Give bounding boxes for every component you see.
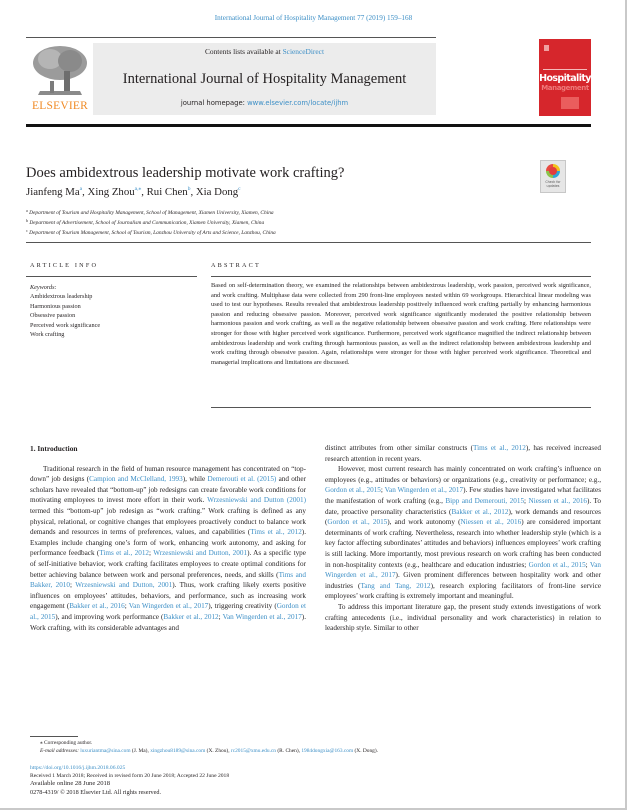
elsevier-logo[interactable] (26, 43, 94, 115)
homepage-label: journal homepage: (180, 99, 248, 107)
author-affiliation-mark[interactable]: a (79, 186, 83, 192)
affiliation-mark: a (26, 208, 28, 213)
author-affiliation-mark[interactable]: c (238, 186, 241, 192)
check-label-line: Check for (545, 180, 561, 184)
citation-link[interactable]: Van Wingerden et al., 2017 (222, 612, 302, 621)
corresponding-author-note: ⁎ Corresponding author. (40, 740, 93, 746)
paragraph-text: ; (149, 549, 154, 558)
email-owner: (R. Chen), (276, 748, 302, 755)
paragraph-text: ; (124, 602, 129, 611)
paragraph-text: To address this important literature gap, the present study extends investigations of work crafting antecedents (i.e., individual personality and work characteristics) in relation to leadership style. Similar to other (325, 602, 601, 633)
email-addresses (30, 747, 378, 755)
body-column-right (325, 443, 601, 634)
check-for-updates-button[interactable] (540, 160, 566, 193)
paragraph-text: ; (218, 612, 223, 621)
keyword: Perceived work significance (30, 321, 101, 329)
paragraph-text: ). Work crafting, with its considerable advantages and (30, 612, 306, 632)
elsevier-wordmark: ELSEVIER (32, 100, 88, 112)
paragraph-text: ), while (182, 475, 208, 484)
author-list: Jianfeng Ma$^a$, Xing Zhou$^{a,⁎}$, Rui Chen$^b$, Xia Dong$^c$ (26, 186, 241, 198)
paragraph-text: ). Few studies have investigated what facilitates the manifestation of work crafting (e.g., (325, 486, 601, 505)
affiliation-list (26, 207, 276, 237)
keyword-list (30, 283, 100, 339)
paragraph-text: ), has received increased research attention in recent years. (325, 444, 601, 463)
citation-link[interactable]: Bakker et al., 2012 (163, 612, 219, 621)
citation-link[interactable]: Niessen et al., 2016 (528, 496, 588, 505)
email-link[interactable]: xingzhou8189@sina.com (150, 748, 206, 755)
paragraph-text: ), work demands and resources ( (325, 507, 601, 527)
paragraph-text: ). To date, proactive personality characteristics ( (325, 496, 602, 516)
keyword: Ambidextrous leadership (30, 293, 93, 301)
section-heading: 1. Introduction (30, 444, 78, 453)
email-link[interactable]: rc2015@xmu.edu.cn (230, 748, 277, 755)
paragraph-text: and other scholars have revealed that “bottom-up” job redesigns can create favorable work conditions for motivating employees to invest more effort in their work. (30, 475, 307, 505)
citation-link[interactable]: Tims and Bakker, 2010 (30, 570, 306, 590)
paragraph-text: ). As a specific type of self-initiative behavior, work crafting facilitates employees to create optimal conditions for better achieving balance between work and personal preferences, needs, and skills ( (30, 549, 306, 579)
paragraph-text: ), triggering creativity ( (208, 602, 277, 611)
paragraph-text: ). Given prominent differences between hospitality work and other industries ( (325, 571, 601, 590)
author: Xing Zhou (87, 186, 135, 198)
cover-graphic (561, 97, 579, 109)
doi-link[interactable]: https://doi.org/10.1016/j.ijhm.2018.06.025 (30, 765, 126, 771)
body-paragraph (325, 464, 601, 602)
publication-info (30, 764, 229, 797)
article-info-heading: ARTICLE INFO (30, 262, 99, 269)
citation-link[interactable]: Niessen et al., 2016 (460, 518, 522, 527)
crossmark-icon (546, 164, 560, 178)
abstract-heading: ABSTRACT (211, 262, 261, 269)
citation-link[interactable]: Bakker et al., 2016 (69, 602, 125, 611)
paragraph-text: ), and improving work performance ( (55, 612, 164, 621)
citation-link[interactable]: Tims et al., 2012 (473, 444, 526, 452)
affiliation-text: Department of Tourism and Hospitality Management, School of Management, Xiamen University, Xiamen, China (29, 210, 274, 216)
header-divider (26, 124, 591, 127)
citation-link[interactable]: Tang and Tang, 2012 (360, 581, 431, 590)
email-owner: (X. Dong). (353, 748, 379, 755)
paragraph-text: ). Examples include changing one’s form of work, enhancing work autonomy, and asking for performance feedback ( (30, 528, 306, 558)
keyword: Harmonious passion (30, 302, 81, 310)
body-paragraph (30, 464, 306, 634)
cover-logo-icon (544, 45, 549, 51)
citation-link[interactable]: Bakker et al., 2012 (451, 507, 509, 516)
elsevier-tree-icon (30, 43, 90, 99)
citation-link[interactable]: Gordon et al., 2015 (325, 486, 381, 495)
citation-link[interactable]: Van Wingerden et al., 2017 (128, 602, 209, 611)
available-online: Available online 28 June 2018 (30, 780, 111, 787)
contents-line (93, 47, 436, 56)
affiliation-mark: c (26, 228, 28, 233)
citation-link[interactable]: Tims et al., 2012 (250, 528, 302, 537)
check-for-updates-label (541, 180, 565, 188)
running-head[interactable]: International Journal of Hospitality Management 77 (2019) 159–168 (214, 14, 413, 22)
paragraph-text: distinct attributes from other similar constructs ( (325, 444, 474, 452)
paragraph-text: ), and work autonomy ( (387, 518, 461, 527)
citation-link[interactable]: Van Wingerden et al., 2017 (384, 486, 464, 495)
keyword: Work crafting (30, 331, 65, 339)
sciencedirect-link[interactable]: ScienceDirect (282, 47, 325, 56)
affiliation (26, 207, 276, 217)
citation-link[interactable]: Gordon et al., 2015 (528, 560, 586, 569)
paragraph-text: ; (70, 581, 76, 590)
paragraph-text: However, most current research has mainly concentrated on work crafting’s influence on employees (e.g., attitudes or behaviors) or organizations (e.g., creativity or performance; e.g., (325, 465, 601, 484)
check-label-line: updates (546, 184, 560, 188)
citation-link[interactable]: Campion and McClelland, 1993 (89, 475, 183, 484)
paragraph-text: ; (380, 486, 385, 495)
body-paragraph (325, 443, 601, 464)
author: Jianfeng Ma (26, 186, 80, 198)
affiliation (26, 217, 276, 227)
citation-link[interactable]: Gordon et al., 2015 (327, 518, 388, 527)
paragraph-text: Traditional research in the field of human resource management has concentrated on “top-down” job designs ( (30, 464, 306, 484)
citation-link[interactable]: Demerouti et al. (2015) (207, 475, 277, 484)
citation-link[interactable]: Wrzesniewski and Dutton, 2001 (75, 581, 173, 590)
email-owner: (X. Zhou), (205, 748, 231, 755)
citation-link[interactable]: Wrzesniewski and Dutton, 2001 (153, 549, 248, 558)
keyword: Obsessive passion (30, 312, 76, 320)
journal-cover[interactable] (539, 39, 591, 116)
homepage-line (93, 99, 436, 107)
email-link[interactable]: 1984dongxia@163.com (301, 748, 354, 755)
divider (211, 276, 591, 277)
contents-label: Contents lists available at (204, 47, 283, 56)
divider (26, 276, 197, 277)
abstract-text: Based on self-determination theory, we examined the relationships between ambidextrous leadership, work passion, perceived work significance, and work crafting. Multiphase data were collected from 290 front-line employees nested within 69 workgroups. Hierarchical linear modeling was used to test our hypotheses. Results revealed that ambidextrous leadership positively influenced work crafting partially by enhancing harmonious passion and reducing obsessive passion. Moreover, perceived work significance significantly moderated the positive relationship between harmonious passion and work crafting, as well as the negative relationship between obsessive passion and work crafting. Here relationships were stronger for those with higher perceived work significance. Furthermore, perceived work significance magnified the indirect relationship between ambidextrous leadership and work crafting through harmonious passion, as well as the indirect relationship between ambidextrous leadership and work crafting through obsessive passion. Again, relationships were stronger for those with higher perceived work significance. Theoretical and managerial implications and limitations are discussed. (211, 282, 591, 366)
cover-rule (543, 69, 587, 70)
body-paragraph (325, 602, 601, 634)
author-affiliation-mark[interactable]: a,⁎ (134, 186, 142, 192)
paragraph-text: ). Thus, work crafting likely exerts positive influences on employees’ attitudes, behaviors, and performance, such as increasing work engagement ( (30, 581, 306, 611)
citation-link[interactable]: Bipp and Demerouti, 2015 (445, 496, 525, 505)
paragraph-text: termed this “bottom-up” job redesign as “work crafting.” Work crafting is defined as any physical, relational, or cognitive changes that employees proactively conduct to balance work demands and resources in terms of preferences, values, and capabilities ( (30, 506, 306, 537)
citation-link[interactable]: Wrzesniewski and Dutton (2001) (207, 496, 306, 505)
affiliation-text: Department of Tourism Management, School of Tourism, Lanzhou University of Arts and Science, Lanzhou, China (29, 230, 276, 236)
body-column-left (30, 444, 306, 633)
cover-subtitle: Management (541, 84, 589, 92)
paragraph-text: ), research exploring facilitators of front-line service employees’ work crafting is extremely important and meaningful. (325, 581, 602, 601)
affiliation-mark: b (26, 218, 28, 223)
cover-title: Hospitality (539, 73, 591, 84)
affiliation-text: Department of Advertisement, School of Journalism and Communication, Xiamen University, Xiamen, China (29, 220, 265, 226)
footnotes (30, 739, 378, 756)
copyright: 0278-4319/ © 2018 Elsevier Ltd. All rights reserved. (30, 789, 162, 796)
affiliation (26, 227, 276, 237)
author: Xia Dong (195, 186, 239, 198)
citation-link[interactable]: Gordon et al., 2015 (30, 602, 306, 621)
article-history: Received 1 March 2018; Received in revised form 20 June 2018; Accepted 22 June 2018 (30, 773, 230, 779)
author: Rui Chen (146, 186, 188, 198)
article-title: Does ambidextrous leadership motivate work crafting? (26, 165, 345, 181)
citation-link[interactable]: Tims et al., 2012 (99, 549, 150, 558)
keywords-label: Keywords: (30, 284, 57, 291)
citation-link[interactable]: Van Wingerden et al., 2017 (325, 560, 601, 580)
author-affiliation-mark[interactable]: b (187, 186, 191, 192)
homepage-link[interactable]: www.elsevier.com/locate/ijhm (247, 99, 349, 107)
divider (211, 407, 591, 408)
email-link[interactable]: luxuriantma@sina.com (80, 748, 131, 755)
divider (26, 242, 591, 243)
footnote-divider (30, 736, 78, 737)
journal-masthead (93, 43, 436, 115)
divider (26, 37, 436, 38)
paragraph-text: ; (524, 496, 529, 505)
email-label: E-mail addresses: (40, 748, 81, 755)
journal-title: International Journal of Hospitality Management (122, 71, 407, 87)
paragraph-text: ) are considered important determinants of work crafting. Nevertheless, research into whether leadership style (which is a key factor affecting subordinates’ attitudes and behaviors) influences employees’ work crafting is still lacking. More importantly, most previous research on work crafting has been conducted in non-hospitality contexts (e.g., healthcare and education industries; (325, 518, 601, 569)
paragraph-text: ; (585, 560, 590, 569)
email-owner: (J. Ma), (130, 748, 151, 755)
